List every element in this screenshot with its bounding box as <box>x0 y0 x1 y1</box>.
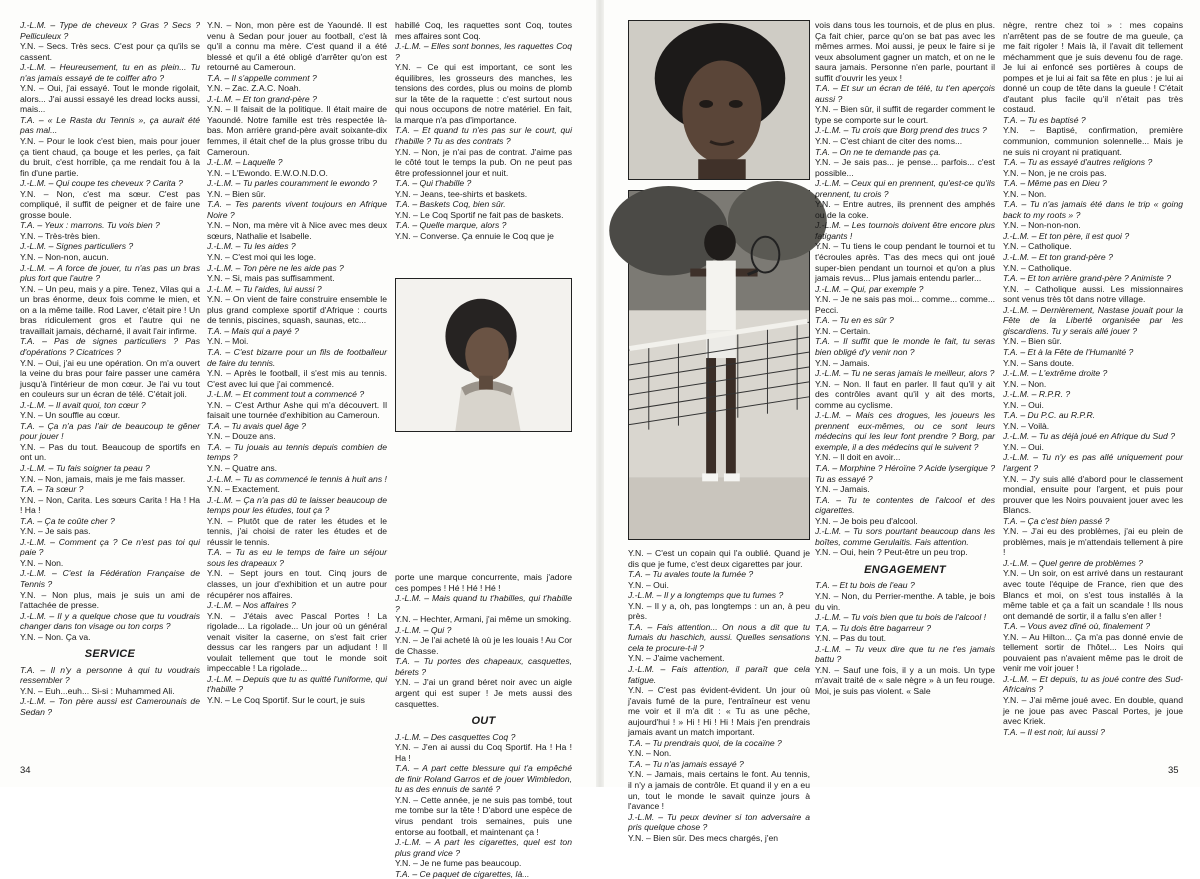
interview-answer: Y.N. – Cette année, je ne suis pas tombé, tout me tombe sur la tête ! D'abord une espèce de virus pendant trois semaines, puis une entorse au football, et maintenant ça ! <box>395 794 572 837</box>
interview-question: J.-L.M. – Tu sors pourtant beaucoup dans les boîtes, comme Gerulaitis. Fais attention. <box>815 526 995 547</box>
interview-answer: Y.N. – Je bois peu d'alcool. <box>815 515 918 526</box>
interview-answer: Y.N. – Oui, j'ai eu une opération. On m'a ouvert la veine du bras pour faire passer une caméra jusqu'à l'intérieur de mon cœur. Je l'ai vu tout en couleurs sur un écran de télé. C'était joli. <box>20 357 200 400</box>
interview-answer: Y.N. – Il y a, oh, pas longtemps : un an, à peu près. <box>628 600 810 622</box>
interview-question: J.-L.M. – Qui ? <box>395 624 452 635</box>
interview-question: J.-L.M. – Comment ça ? Ce n'est pas toi qui paie ? <box>20 536 200 558</box>
interview-question: J.-L.M. – A force de jouer, tu n'as pas un bras plus fort que l'autre ? <box>20 262 200 284</box>
interview-answer: Y.N. – Non-non-non. <box>1003 220 1081 231</box>
interview-answer: Y.N. – Un souffle au cœur. <box>20 410 120 421</box>
interview-question: T.A. – C'est bizarre pour un fils de footballeur de faire du tennis. <box>207 346 387 368</box>
interview-question: J.-L.M. – Qui coupe tes cheveux ? Carita ? <box>20 178 183 189</box>
interview-question: J.-L.M. – Et comment tout a commencé ? <box>207 389 365 400</box>
interview-answer: Y.N. – Le Coq Sportif ne fait pas de baskets. <box>395 209 564 220</box>
interview-question: J.-L.M. – Qui, par exemple ? <box>815 283 924 294</box>
interview-question: J.-L.M. – Tu vois bien que tu bois de l'alcool ! <box>815 612 987 623</box>
interview-answer: Y.N. – Sauf une fois, il y a un mois. Un type m'avait traité de « sale nègre » à un feu rouge. Moi, je suis pas violent. « Sale <box>815 664 995 696</box>
interview-answer: Y.N. – Le Coq Sportif. Sur le court, je suis <box>207 695 365 705</box>
interview-question: J.-L.M. – Des casquettes Coq ? <box>395 731 516 742</box>
interview-answer: Y.N. – Un soir, on est arrivé dans un restaurant avec toute l'équipe de France, rien que des Blancs et moi, on s'est tous installés à la même table et ça a fait un scandale ! Ils nous ont demandé de sortir, il a fallu s'en aller ! <box>1003 568 1183 621</box>
interview-question: T.A. – Qui t'habille ? <box>395 178 472 189</box>
interview-answer: Y.N. – Sept jours en tout. Cinq jours de classes, un jour d'exhibition et un autre pour récupérer nos affaires. <box>207 568 387 600</box>
interview-answer: Y.N. – Je ne fume pas beaucoup. <box>395 858 522 869</box>
interview-question: J.-L.M. – Et ton grand-père ? <box>207 93 317 104</box>
interview-answer: Y.N. – J'en ai aussi du Coq Sportif. Ha ! Ha ! Ha ! <box>395 742 572 763</box>
interview-question: J.-L.M. – Tu parles couramment le ewondo ? <box>207 178 377 189</box>
interview-question: T.A. – On ne te demande pas ça. <box>815 146 941 157</box>
interview-answer: Y.N. – J'étais avec Pascal Portes ! La rigolade... La rigolade... Un jour où un général venait visiter la caserne, on s'est fait crier dessus car les rangers par un adjudant ! Il voulait tellement que tout le monde soit impeccable ! La rigolade... <box>207 610 387 674</box>
interview-answer: Y.N. – Douze ans. <box>207 431 276 442</box>
interview-answer: Y.N. – Entre autres, ils prennent des amphés ou de la coke. <box>815 199 995 220</box>
column-3 <box>395 20 572 272</box>
interview-answer: Y.N. – Non, mon père est de Yaoundé. Il est venu à Sedan pour jouer au football, c'est là qu'il a connu ma mère. C'est quand il a été blessé et qu'il a été obligé d'arrêter qu'on est retourné au Cameroun. <box>207 20 387 73</box>
interview-question: J.-L.M. – Ceux qui en prennent, qu'est-ce qu'ils prennent, tu crois ? <box>815 178 995 199</box>
interview-question: J.-L.M. – Tu ne seras jamais le meilleur, alors ? <box>815 368 995 379</box>
interview-answer: Y.N. – Oui. <box>1003 441 1044 452</box>
interview-answer: Y.N. – Hechter, Armani, j'ai même un smoking. <box>395 614 572 625</box>
interview-question: T.A. – Tu en es sûr ? <box>815 315 894 326</box>
interview-question: J.-L.M. – Type de cheveux ? Gras ? Secs ? Pelliculeux ? <box>20 20 200 41</box>
interview-question: J.-L.M. – Depuis que tu as quitté l'uniforme, qui t'habille ? <box>207 673 387 695</box>
interview-question: J.-L.M. – Tu fais soigner ta peau ? <box>20 462 150 473</box>
interview-answer: Y.N. – Non, c'est ma sœur. C'est pas compliqué, il suffit de peigner et de faire une grosse boule. <box>20 188 200 220</box>
interview-question: J.-L.M. – Il y a quelque chose que tu voudrais changer dans ton visage ou ton corps ? <box>20 610 200 632</box>
interview-question: J.-L.M. – Tu l'aides, lui aussi ? <box>207 283 322 294</box>
interview-question: T.A. – Quelle marque, alors ? <box>395 220 507 231</box>
interview-question: J.-L.M. – Ton père ne les aide pas ? <box>207 262 344 273</box>
interview-question: J.-L.M. – C'est la Fédération Française de Tennis ? <box>20 568 200 589</box>
interview-answer: Y.N. – Non, je ne crois pas. <box>1003 167 1107 178</box>
interview-question: T.A. – Tu jouais au tennis depuis combien de temps ? <box>207 441 387 463</box>
column-1 <box>20 20 200 755</box>
interview-answer: Y.N. – Non, jamais, mais je me fais masser. <box>20 473 186 484</box>
interview-answer: Y.N. – Non, du Perrier-menthe. A table, je bois du vin. <box>815 590 995 612</box>
interview-question: J.-L.M. – Tu veux dire que tu ne t'es jamais battu ? <box>815 643 995 665</box>
interview-question: T.A. – Pas de signes particuliers ? Pas d'opérations ? Cicatrices ? <box>20 336 200 357</box>
interview-answer: Y.N. – Non. <box>1003 378 1047 389</box>
interview-answer: Y.N. – C'est moi qui les loge. <box>207 252 316 263</box>
page-gutter <box>596 0 604 787</box>
interview-question: J.-L.M. – R.P.R. ? <box>1003 389 1071 400</box>
interview-question: T.A. – Ça n'a pas l'air de beaucoup te gêner pour jouer ! <box>20 420 200 442</box>
interview-answer: porte une marque concurrente, mais j'adore ces pompes ! Hé ! Hé ! Hé ! <box>395 572 572 593</box>
column-4 <box>628 548 810 843</box>
interview-answer: Y.N. – Non. <box>1003 188 1047 199</box>
interview-answer: Y.N. – Non, ma mère vit à Nice avec mes deux sœurs, Nathalie et Isabelle. <box>207 220 387 241</box>
interview-question: T.A. – Et à la Fête de l'Humanité ? <box>1003 346 1134 357</box>
column-6 <box>1003 20 1183 755</box>
interview-question: T.A. – Du P.C. au R.P.R. <box>1003 410 1096 421</box>
interview-question: T.A. – Tu n'as jamais essayé ? <box>628 758 744 769</box>
interview-question: T.A. – Vous avez dîné où, finalement ? <box>1003 621 1150 632</box>
interview-question: T.A. – Tu as eu le temps de faire un séjour sous les drapeaux ? <box>207 547 387 568</box>
interview-answer: Y.N. – Au Hilton... Ça m'a pas donné envie de tellement sortir de l'hôtel... Les Noirs qui pouvaient pas n'avaient même pas le droit de venir me voir jouer ! <box>1003 631 1183 674</box>
interview-answer: Y.N. – Non. <box>20 557 64 568</box>
interview-answer: Y.N. – Catholique. <box>1003 241 1072 252</box>
interview-question: J.-L.M. – Il avait quoi, ton cœur ? <box>20 399 146 410</box>
interview-answer: Y.N. – J'aime vachement. <box>628 653 725 664</box>
interview-question: J.-L.M. – Tu les aides ? <box>207 241 296 252</box>
page-number-left: 34 <box>20 765 31 776</box>
interview-answer: Y.N. – Un peu, mais y a pire. Tenez, Vilas qui a un bras énorme, deux fois comme le mien, et on a la même taille. Rod Laver, c'était pire ! Un bras ridiculement gros et l'autre qui ne travaillait jamais, décharné, il avait l'air infirme. <box>20 283 200 336</box>
interview-answer: Y.N. – C'est chiant de citer des noms... <box>815 136 963 147</box>
interview-question: J.-L.M. – Tu as déjà joué en Afrique du Sud ? <box>1003 431 1175 442</box>
interview-answer: Y.N. – Plutôt que de rater les études et le tennis, j'ai choisi de rater les études et de réussir le tennis. <box>207 515 387 547</box>
interview-answer: Y.N. – L'Ewondo. E.W.O.N.D.O. <box>207 167 328 178</box>
column-5 <box>815 20 995 755</box>
interview-answer: Y.N. – Converse. Ça ennuie le Coq que je <box>395 230 554 241</box>
interview-question: T.A. – Il suffit que le monde le fait, tu seras bien obligé d'y venir non ? <box>815 336 995 357</box>
column-2 <box>207 20 387 755</box>
interview-answer: Y.N. – Euh...euh... Si-si : Muhammed Ali. <box>20 685 175 696</box>
interview-question: T.A. – Tu avales toute la fumée ? <box>628 569 754 580</box>
interview-answer: Y.N. – J'ai eu des problèmes, j'ai eu plein de problèmes, mais je m'attendais tellement à pire ! <box>1003 526 1183 558</box>
interview-answer: Y.N. – Jamais, mais certains le font. Au tennis, il n'y a jamais de contrôle. Et quand il y en a eu un, tout le monde le savait quinze jours à l'avance ! <box>628 769 810 812</box>
interview-question: T.A. – Il est noir, lui aussi ? <box>1003 726 1105 737</box>
interview-question: T.A. – Et quand tu n'es pas sur le court, qui t'habille ? Tu as des contrats ? <box>395 125 572 147</box>
interview-answer: habillé Coq, les raquettes sont Coq, toutes mes affaires sont Coq. <box>395 20 572 41</box>
interview-answer: Y.N. – Très-très bien. <box>20 230 101 241</box>
interview-question: J.-L.M. – Les tournois doivent être encore plus fatigants ! <box>815 220 995 241</box>
interview-answer: Y.N. – Non plus, mais je suis un ami de l'attachée de presse. <box>20 589 200 611</box>
interview-answer: Y.N. – Si, mais pas suffisamment. <box>207 273 335 284</box>
interview-question: T.A. – Tu n'as jamais été dans le trip « going back to my roots » ? <box>1003 199 1183 220</box>
interview-answer: Y.N. – Je sais pas... je pense... parfois... c'est possible... <box>815 157 995 178</box>
interview-answer: Y.N. – Catholique aussi. Les missionnaires sont venus très tôt dans notre village. <box>1003 283 1183 305</box>
interview-answer: Y.N. – Non. <box>628 748 672 759</box>
interview-question: J.-L.M. – Tu crois que Borg prend des trucs ? <box>815 125 987 136</box>
interview-question: J.-L.M. – Il y a longtemps que tu fumes ? <box>628 590 784 601</box>
interview-question: J.-L.M. – Tu as commencé le tennis à huit ans ! <box>207 473 387 484</box>
interview-question: T.A. – Il n'y a personne à qui tu voudrais ressembler ? <box>20 664 200 686</box>
interview-answer: Y.N. – Je ne sais pas moi... comme... comme... Pecci. <box>815 294 995 315</box>
interview-question: T.A. – Tu as essayé d'autres religions ? <box>1003 157 1153 168</box>
photo-player-at-net <box>628 190 810 540</box>
interview-question: T.A. – Yeux : marrons. Tu vois bien ? <box>20 220 160 231</box>
interview-answer: Y.N. – Non. Ça va. <box>20 631 91 642</box>
interview-question: T.A. – A part cette blessure qui t'a empêché de finir Roland Garros et de jouer Wimbledon, tu as des ennuis de santé ? <box>395 763 572 795</box>
interview-answer: Y.N. – Jamais. <box>815 357 870 368</box>
photo-portrait-closeup <box>628 20 810 180</box>
interview-answer: Y.N. – Bien sûr. Des mecs chargés, j'en <box>628 832 779 843</box>
interview-answer: Y.N. – Après le football, il s'est mis au tennis. C'est avec lui que j'ai commencé. <box>207 368 387 389</box>
interview-question: T.A. – Et ton arrière grand-père ? Animiste ? <box>1003 273 1171 284</box>
interview-answer: Y.N. – Oui. <box>1003 399 1044 410</box>
interview-question: T.A. – Tes parents vivent toujours en Afrique Noire ? <box>207 199 387 220</box>
interview-question: T.A. – Ta sœur ? <box>20 484 84 495</box>
interview-answer: Y.N. – Je sais pas. <box>20 526 91 537</box>
interview-question: J.-L.M. – Ton père aussi est Camerounais de Sedan ? <box>20 696 200 717</box>
interview-question: T.A. – Mais qui a payé ? <box>207 325 299 336</box>
interview-answer: Y.N. – C'est Arthur Ashe qui m'a découvert. Il faisait une tournée d'exhibition au Cameroun. <box>207 399 387 421</box>
interview-question: T.A. – Tu prendrais quoi, de la cocaïne ? <box>628 737 782 748</box>
page-number-right: 35 <box>1168 765 1179 776</box>
interview-answer: Y.N. – Bien sûr, il suffit de regarder comment le type se comporte sur le court. <box>815 104 995 125</box>
interview-answer: Y.N. – Oui. <box>628 579 669 590</box>
interview-question: J.-L.M. – Signes particuliers ? <box>20 241 134 252</box>
interview-answer: Y.N. – Sans doute. <box>1003 357 1075 368</box>
section-heading-out: OUT <box>471 715 496 728</box>
interview-question: J.-L.M. – Heureusement, tu en as plein... Tu n'as jamais essayé de te coiffer afro ? <box>20 62 200 83</box>
interview-question: T.A. – Ça te coûte cher ? <box>20 515 115 526</box>
interview-question: J.-L.M. – Laquelle ? <box>207 157 283 168</box>
interview-question: T.A. – Tu dois être bagarreur ? <box>815 622 932 633</box>
interview-answer: Y.N. – Catholique. <box>1003 262 1072 273</box>
interview-question: J.-L.M. – Dernièrement, Nastase jouait pour la Fête de la Liberté organisée par les giscardiens. Tu y serais allé jouer ? <box>1003 304 1183 336</box>
interview-question: T.A. – Fais attention... On nous a dit que tu fumais du haschich, aussi. Quelles sensations cela te procure-t-il ? <box>628 621 810 653</box>
interview-question: J.-L.M. – Tu peux deviner si ton adversaire a pris quelque chose ? <box>628 811 810 833</box>
interview-answer: Y.N. – Je l'ai acheté là où je les louais ! Au Cor de Chasse. <box>395 635 572 656</box>
interview-question: J.-L.M. – Mais quand tu t'habilles, qui t'habille ? <box>395 593 572 614</box>
interview-question: T.A. – Même pas en Dieu ? <box>1003 178 1107 189</box>
interview-answer: Y.N. – Jeans, tee-shirts et baskets. <box>395 188 528 199</box>
interview-answer: Y.N. – Zac. Z.A.C. Noah. <box>207 83 301 94</box>
interview-question: J.-L.M. – Nos affaires ? <box>207 600 296 611</box>
interview-answer: nègre, rentre chez toi » : mes copains n'arrêtent pas de se foutre de ma gueule, ça me fait rigoler ! Mais là, il l'avait dit tellement méchamment que je suis devenu fou de rage. Je lui ai enfoncé ses portières à coups de pompes et je lui ai fait sa fête en plus : je lui ai donné un coup de tête dans la gueule ! C'était d'autant plus facile qu'il n'était pas très costaud. <box>1003 20 1183 115</box>
interview-question: J.-L.M. – Fais attention, il paraît que cela fatigue. <box>628 664 810 685</box>
interview-question: T.A. – Il s'appelle comment ? <box>207 72 317 83</box>
interview-answer: Y.N. – Quatre ans. <box>207 462 278 473</box>
interview-answer: Y.N. – Bien sûr. <box>207 188 266 199</box>
interview-answer: Y.N. – Non, je n'ai pas de contrat. J'aime pas le côté tout le temps la pub. On ne peut pas être professionnel jour et nuit. <box>395 146 572 178</box>
column-3-continued <box>395 572 572 879</box>
interview-question: T.A. – « Le Rasta du Tennis », ça aurait été pas mal... <box>20 114 200 136</box>
interview-question: T.A. – Tu te contentes de l'alcool et des cigarettes. <box>815 494 995 516</box>
interview-answer: Y.N. – Jamais. <box>815 484 870 495</box>
interview-answer: Y.N. – C'est un copain qui l'a oublié. Quand je dis que je fume, c'est deux cigarettes par jour. <box>628 548 810 569</box>
interview-answer: Y.N. – Pas du tout. Beaucoup de sportifs en ont un. <box>20 441 200 463</box>
interview-question: T.A. – Ça c'est bien passé ? <box>1003 515 1110 526</box>
interview-question: J.-L.M. – Mais ces drogues, les joueurs les prennent eux-mêmes, ou ce sont leurs médecins qui les leur font prendre ? Borg, par exemple, il a des médecins qui le suivent ? <box>815 410 995 452</box>
interview-question: T.A. – Tu es baptisé ? <box>1003 114 1086 125</box>
interview-question: T.A. – Baskets Coq, bien sûr. <box>395 199 506 210</box>
photo-portrait-profile <box>395 278 572 432</box>
interview-question: T.A. – Et tu bois de l'eau ? <box>815 580 915 591</box>
interview-question: T.A. – Tu portes des chapeaux, casquettes, bérets ? <box>395 656 572 677</box>
interview-answer: Y.N. – Secs. Très secs. C'est pour ça qu'ils se cassent. <box>20 41 200 62</box>
interview-answer: Y.N. – Oui, j'ai essayé. Tout le monde rigolait, alors... J'ai aussi essayé les dread locks aussi, mais... <box>20 83 200 115</box>
interview-question: T.A. – Morphine ? Héroïne ? Acide lysergique ? Tu as essayé ? <box>815 462 995 484</box>
interview-answer: Y.N. – Baptisé, confirmation, première communion, communion solennelle... Mais je ne suis ni croyant ni pratiquant. <box>1003 125 1183 157</box>
interview-question: T.A. – Tu avais quel âge ? <box>207 420 306 431</box>
interview-question: J.-L.M. – Et ton père, il est quoi ? <box>1003 230 1130 241</box>
interview-answer: Y.N. – Bien sûr. <box>1003 336 1062 347</box>
interview-answer: Y.N. – J'ai un grand béret noir avec un aigle argent qui est super ! Je mets aussi des casquettes. <box>395 677 572 709</box>
interview-answer: Y.N. – Certain. <box>815 325 871 336</box>
interview-answer: Y.N. – Non, Carita. Les sœurs Carita ! Ha ! Ha ! Ha ! <box>20 494 200 516</box>
interview-answer: Y.N. – Ce qui est important, ce sont les équilibres, les grosseurs des manches, les tensions des cordes, plus ou moins de plomb sur la tête de la raquette : c'est surtout nous qui nous occupons de notre matériel. En fait, la marque n'a pas d'importance. <box>395 62 572 125</box>
interview-answer: Y.N. – Exactement. <box>207 484 280 495</box>
interview-question: T.A. – Ce paquet de cigarettes, là... <box>395 868 530 879</box>
interview-answer: Y.N. – Pas du tout. <box>815 633 887 644</box>
interview-question: J.-L.M. – A part les cigarettes, quel est ton plus grand vice ? <box>395 837 572 858</box>
interview-question: J.-L.M. – Et depuis, tu as joué contre des Sud-Africains ? <box>1003 673 1183 695</box>
interview-question: J.-L.M. – Tu n'y es pas allé uniquement pour l'argent ? <box>1003 452 1183 473</box>
interview-question: T.A. – Et sur un écran de télé, tu t'en aperçois aussi ? <box>815 83 995 104</box>
interview-question: J.-L.M. – Quel genre de problèmes ? <box>1003 557 1143 568</box>
interview-answer: Y.N. – Voilà. <box>1003 420 1050 431</box>
interview-answer: Y.N. – C'est pas évident-évident. Un jour où j'avais fumé de la pure, l'entraîneur est venu me voir et il m'a dit : « Tu as une pêche, aujourd'hui ! » Hi ! Hi ! Hi ! Mais j'en prendrais jamais avant un match important. <box>628 685 810 738</box>
interview-answer: Y.N. – J'ai même joué avec. En double, quand je ne joue pas avec Pascal Portes, je joue avec Kriek. <box>1003 695 1183 727</box>
interview-answer: Y.N. – Non. Il faut en parler. Il faut qu'il y ait des contrôles avant qu'il y ait des morts, comme au cyclisme. <box>815 378 995 410</box>
interview-answer: Y.N. – On vient de faire construire ensemble le plus grand complexe sportif d'Afrique : courts de tennis, piscines, squash, saunas, etc... <box>207 294 387 326</box>
interview-answer: Y.N. – Tu tiens le coup pendant le tournoi et tu t'écroules après. T'as des mecs qui ont joué super-bien pendant un tournoi et qu'on a plus jamais revus... Plus jamais entendu parler... <box>815 241 995 284</box>
interview-answer: vois dans tous les tournois, et de plus en plus. Ça fait chier, parce qu'on se bat pas avec les mêmes armes. Moi aussi, je peux le faire si je veux absolument gagner un match, et on ne le saura jamais. Personne n'en parle, pourtant il suffit d'ouvrir les yeux ! <box>815 20 995 83</box>
interview-answer: Y.N. – Il faisait de la politique. Il était maire de Yaoundé. Notre famille est très respectée là-bas. Mon arrière grand-père avait soixante-dix femmes, il était chef de la plus grosse tribu du Cameroun. <box>207 104 387 157</box>
section-heading-service: SERVICE <box>84 648 136 661</box>
interview-answer: Y.N. – Oui, hein ? Peut-être un peu trop. <box>815 547 968 558</box>
interview-answer: Y.N. – Non-non, aucun. <box>20 252 109 263</box>
interview-answer: Y.N. – J'y suis allé d'abord pour le classement mondial, ensuite pour l'argent, et puis pour prouver que les Noirs pouvaient jouer avec les Blancs. <box>1003 473 1183 516</box>
interview-answer: Y.N. – Moi. <box>207 336 249 347</box>
interview-question: J.-L.M. – Elles sont bonnes, les raquettes Coq ? <box>395 41 572 62</box>
interview-answer: Y.N. – Pour le look c'est bien, mais pour jouer ça tient chaud, ça bouge et les perles, ça fait du bruit, c'est horrible, ça me rendait fou à la fin d'une partie. <box>20 136 200 178</box>
interview-question: J.-L.M. – L'extrême droite ? <box>1003 368 1108 379</box>
interview-question: J.-L.M. – Ça n'a pas dû te laisser beaucoup de temps pour les études, tout ça ? <box>207 494 387 516</box>
section-heading-engagement: ENGAGEMENT <box>864 563 946 576</box>
interview-answer: Y.N. – Il doit en avoir... <box>815 452 901 463</box>
interview-question: J.-L.M. – Et ton grand-père ? <box>1003 252 1113 263</box>
